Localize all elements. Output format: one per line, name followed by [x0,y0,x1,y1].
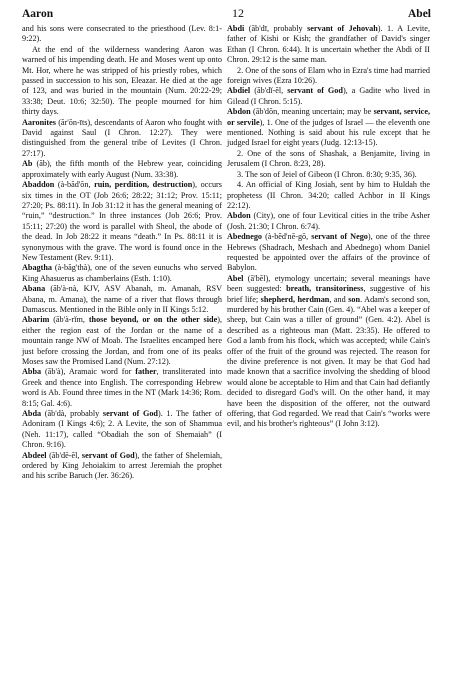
entry-headword: Abarim [22,315,50,325]
dictionary-entry [227,24,430,66]
entry-text: (ăb'à-rĭm, [49,315,89,325]
page-number: 12 [232,6,244,20]
entry-text: ). 1. A Levite, father of Kishi or Kish; the grandfather of David's singer Ethan (I Chron. 6:44). It is uncertain whether the Abdi of II Chron. 29:12 is the same man. [227,24,430,65]
definition-meaning: shepherd, herdman [260,294,330,304]
entry-text: . Adam's second son, murdered by his brother Cain (Gen. 4). “Abel was a keeper of sheep, but Cain was a tiller of ground” (Gen. 4:2). Abel is described as a righteous man (Matt. 23:35). He offered to God a lamb from his flock, which was accepted; while Cain's offer of the fruit of the ground was rejected. The reason for the divine preference is not given. It may be that God had made known that a sacrifice involving the shedding of blood would alone be acceptable to Him and that Cain had defiantly decided to disregard God's will. On the other hand, it may have been the disposition of the offerer, not the outward offering, that God regarded. We read that Cain's “works were evil, and his brother's righteous” (I John 3:12). [227,294,431,429]
entry-text: (ăb'dà, probably [41,409,103,419]
right-column [227,24,430,430]
entry-text: (City), one of four Levitical cities in the tribe Asher (Josh. 21:30; I Chron. 6:74). [227,211,430,231]
left-column [22,24,222,482]
entry-text: 3. The son of Jeiel of Gibeon (I Chron. 8:30; 9:35, 36). [237,169,417,179]
entry-text: 4. An official of King Josiah, sent by him to Huldah the prophetess (II Chron. 34:20; called Achbor in II Kings 22:12). [227,180,430,210]
entry-text: (à-băd'ŏn, [54,180,95,190]
entry-text: ), occurs six times in the OT (Job 26:6; 28:22; 31:12; Prov. 15:11; 27:20; Ps. 88:11). In Job 31:12 it has the general meaning of “ruin,” “destruction.” In three instances (Job 26:6; Prov. 15:11; 27:20) the word is parallel with Sheol, the abode of the dead. In Job 28:22 it means “death.” In Ps. 88:11 it is synonymous with the grave. The word is found once in the New Testament (Rev. 9:11). [22,180,222,262]
entry-text: ), either the region east of the Jordan or the name of a mountain range NW of Moab. The Israelites encamped here just before crossing the Jordan, and from one of its peaks Moses saw the Promised Land (Num. 27:12). [22,315,222,366]
entry-headword: Aaronites [22,117,56,127]
entry-headword: Abaddon [22,180,55,190]
dictionary-entry [227,107,430,149]
entry-headword: Abdiel [227,86,251,96]
running-header [22,6,431,22]
definition-meaning: servant of God [102,409,158,419]
entry-text: (ăb'dŏn, meaning uncertain; may be [250,107,374,117]
definition-meaning: servant of God [287,86,343,96]
entry-headword: Abdon [227,107,251,117]
definition-meaning: servant of Nego [311,232,368,242]
entry-text: (ăr'ŏn-īts), descendants of Aaron who fought with David against Saul (I Chron. 12:27). They were distinguished from the general tribe of Levites (I Chron. 27:17). [22,117,222,158]
entry-headword: Abdeel [22,450,47,460]
dictionary-entry [22,180,222,263]
entry-headword: Abagtha [22,263,53,273]
entry-text: ), 1. One of the judges of Israel — the eleventh one mentioned. Nothing is said about his rule except that he judged Israel for eight years (Judg. 12:13-15). [227,117,430,148]
entry-text: ), a Gadite who lived in Gilead (I Chron. 5:15). [227,86,430,106]
dictionary-entry [22,315,222,367]
entry-text: (ăb'dī, probably [244,24,308,33]
definition-meaning: servant of Jehovah [307,24,378,33]
dictionary-entry [227,170,430,180]
dictionary-entry [22,45,222,118]
entry-text: (ăb'à), Aramaic word for [41,367,136,377]
entry-text: 2. One of the sons of Elam who in Ezra's time had married foreign wives (Ezra 10:26). [227,65,430,86]
entry-headword: Abba [22,367,42,377]
entry-text: , suggestive of his brief life; [227,284,430,304]
entry-text: At the end of the wilderness wandering Aaron was warned of his impending death. He and Moses went up onto Mt. Hor, where he was stripped of his priestly robes, which passed in succession to his son, Eleazar. He died at the age of 123, and was buried in the mountain (Num. 20:22-29; 33:38; Deut. 10:6; 32:50). The people mourned for him thirty days. [22,44,222,117]
dictionary-entry [227,232,430,274]
entry-text: (ăb'à-nà, KJV, ASV Abanah, m. Amanah, RSV Abana, m. Amana), the name of a river that flows through Damascus. Mentioned in the Bible only in II Kings 5:12. [22,284,222,314]
entry-text: (ā'bĕl), etymology uncertain; several meanings have been suggested: [227,273,430,294]
entry-headword: Abana [22,284,46,294]
definition-meaning: those beyond, or on the other side [88,315,218,325]
entry-headword: Abda [22,409,42,419]
left-guide-word: Aaron [22,8,54,20]
entry-headword: Ab [22,159,33,169]
dictionary-entry [22,263,222,284]
entry-text: 2. One of the sons of Shashak, a Benjamite, living in Jerusalem (I Chron. 8:23, 28). [227,148,430,169]
entry-text: (ăb'dē-ĕl, [46,450,82,460]
dictionary-entry [22,409,222,451]
dictionary-entry [227,211,430,232]
entry-text: (à-bĕd'nē-gō, [262,232,312,242]
dictionary-entry [22,367,222,409]
entry-headword: Abdi [227,24,245,33]
dictionary-entry [22,24,222,45]
entry-headword: Abednego [227,232,263,242]
entry-text: ), the father of Shelemiah, ordered by King Jehoiakim to arrest Jeremiah the prophet and his scribe Baruch (Jer. 36:26). [22,450,222,481]
entry-headword: Abdon [227,211,251,221]
entry-text: ). 1. The father of Adoniram (I Kings 4:6); 2. A Levite, the son of Shammua (Neh. 11:17), called “Obadiah the son of Shemaiah” (I Chron. 9:16). [22,409,223,450]
entry-text: (ăb'dĭ-ĕl, [250,86,288,96]
definition-meaning: ruin, perdition, destruction [94,180,193,190]
dictionary-entry [227,149,430,170]
entry-headword: Abel [227,273,244,283]
dictionary-entry [227,180,430,211]
dictionary-entry [227,274,430,430]
dictionary-entry [22,284,222,315]
definition-meaning: father [135,367,157,377]
entry-text: , and [329,294,349,304]
dictionary-entry [22,118,222,160]
definition-meaning: servant of God [81,450,135,460]
entry-text: (ăb), the fifth month of the Hebrew year, coinciding approximately with early August (Num. 33:38). [22,159,222,179]
definition-meaning: breath, transitoriness [286,284,364,294]
entry-text: and his sons were consecrated to the priesthood (Lev. 8:1-9:22). [22,24,222,44]
entry-text: (à-băg'thà), one of the seven eunuchs who served King Ahasuerus as chamberlains (Esth. 1:10). [22,263,222,283]
dictionary-entry [22,159,222,180]
definition-meaning: son [348,294,361,304]
right-guide-word: Abel [408,8,431,20]
entry-text: , transliterated into Greek and thence into English. The corresponding Hebrew word is Ab. Found three times in the NT (Mark 14:36; Rom. 8:15; Gal. 4:6). [22,367,222,408]
dictionary-entry [227,66,430,87]
dictionary-entry [22,451,222,482]
definition-meaning: servant, service, or servile [227,107,430,127]
entry-text: ), one of the three Hebrews (Shadrach, Meshach and Abednego) whom Daniel requested be appointed over the affairs of the province of Babylon. [227,232,430,273]
dictionary-entry [227,86,430,107]
